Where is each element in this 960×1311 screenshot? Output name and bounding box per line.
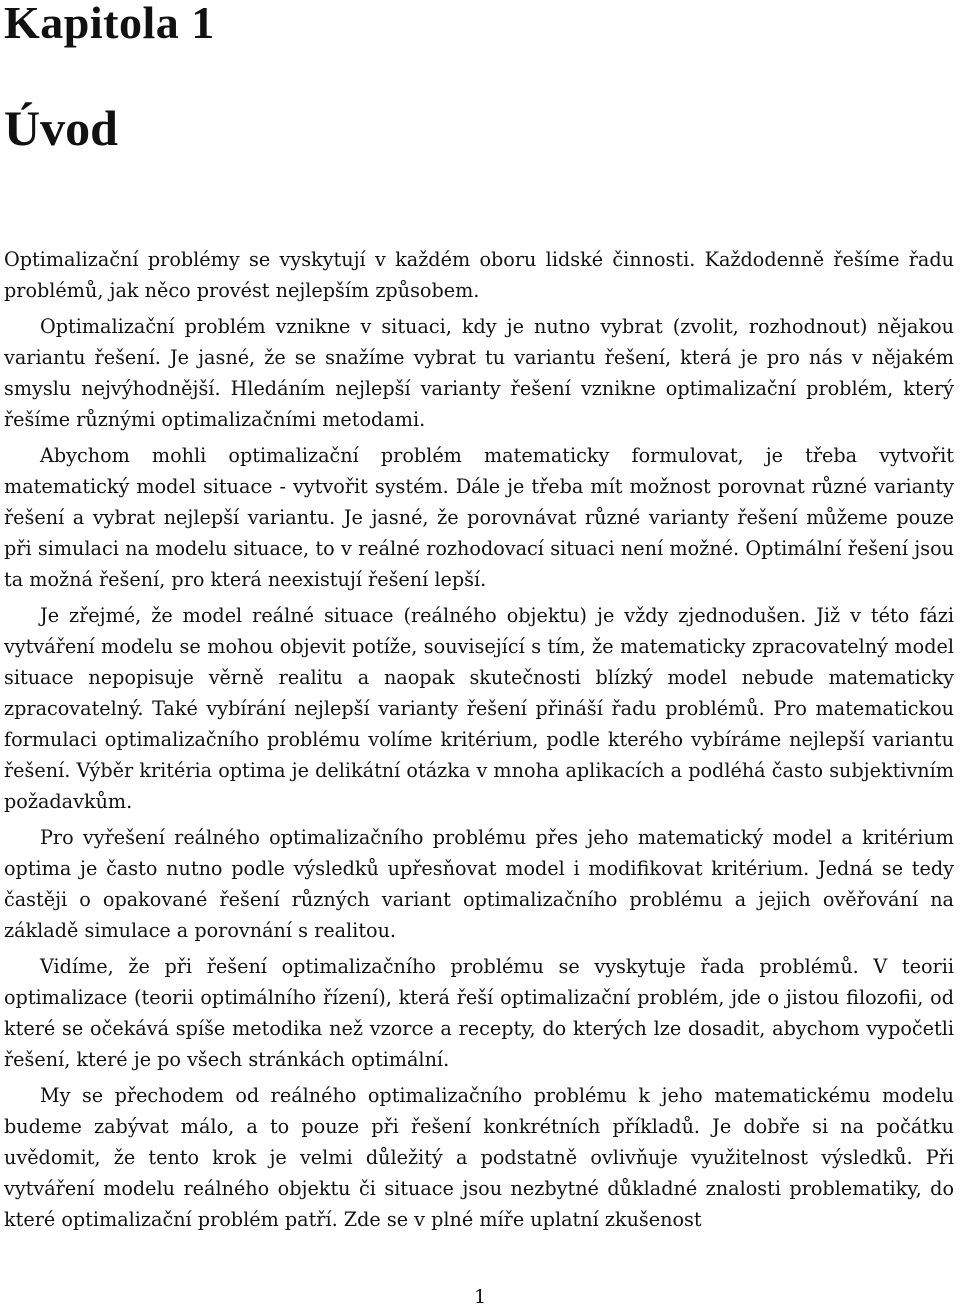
paragraph-4: Je zřejmé, že model reálné situace (reálného objektu) je vždy zjednodušen. Již v této fázi vytváření modelu se mohou objevit potíže, související s tím, že matematicky zpracovatelný model situace nepopisuje věrně realitu a naopak skutečnosti blízký model nebude matematicky zpracovatelný. Také vybírání nejlepší varianty řešení přináší řadu problémů. Pro matematickou formulaci optimalizačního problému volíme kritérium, podle kterého vybíráme nejlepší variantu řešení. Výběr kritéria optima je delikátní otázka v mnoha aplikacích a podléhá často subjektivním požadavkům. bbox=[4, 604, 954, 813]
paragraph-5: Pro vyřešení reálného optimalizačního problému přes jeho matematický model a kritérium optima je často nutno podle výsledků upřesňovat model i modifikovat kritérium. Jedná se tedy častěji o opakované řešení různých variant optimalizačního problému a jejich ověřování na základě simulace a porovnání s realitou. bbox=[4, 826, 954, 942]
paragraph-1: Optimalizační problémy se vyskytují v každém oboru lidské činnosti. Každodenně řešíme řadu problémů, jak něco provést nejlepším způsobem. bbox=[4, 248, 954, 302]
body-text bbox=[4, 244, 954, 1240]
chapter-title: Úvod bbox=[4, 100, 118, 156]
paragraph-6: Vidíme, že při řešení optimalizačního problému se vyskytuje řada problémů. V teorii optimalizace (teorii optimálního řízení), která řeší optimalizační problém, jde o jistou filozofii, od které se očekává spíše metodika než vzorce a recepty, do kterých lze dosadit, abychom vypočetli řešení, které je po všech stránkách optimální. bbox=[4, 955, 954, 1071]
paragraph-7: My se přechodem od reálného optimalizačního problému k jeho matematickému modelu budeme zabývat málo, a to pouze při řešení konkrétních příkladů. Je dobře si na počátku uvědomit, že tento krok je velmi důležitý a podstatně ovlivňuje využitelnost výsledků. Při vytváření modelu reálného objektu či situace jsou nezbytné důkladné znalosti problematiky, do které optimalizační problém patří. Zde se v plné míře uplatní zkušenost bbox=[4, 1084, 954, 1231]
chapter-label: Kapitola 1 bbox=[4, 0, 215, 48]
page-number: 1 bbox=[473, 1286, 487, 1308]
paragraph-3: Abychom mohli optimalizační problém matematicky formulovat, je třeba vytvořit matematický model situace - vytvořit systém. Dále je třeba mít možnost porovnat různé varianty řešení a vybrat nejlepší variantu. Je jasné, že porovnávat různé varianty řešení můžeme pouze při simulaci na modelu situace, to v reálné rozhodovací situaci není možné. Optimální řešení jsou ta možná řešení, pro která neexistují řešení lepší. bbox=[4, 444, 954, 591]
paragraph-2: Optimalizační problém vznikne v situaci, kdy je nutno vybrat (zvolit, rozhodnout) nějakou variantu řešení. Je jasné, že se snažíme vybrat tu variantu řešení, která je pro nás v nějakém smyslu nejvýhodnější. Hledáním nejlepší varianty řešení vznikne optimalizační problém, který řešíme různými optimalizačními metodami. bbox=[4, 315, 954, 431]
